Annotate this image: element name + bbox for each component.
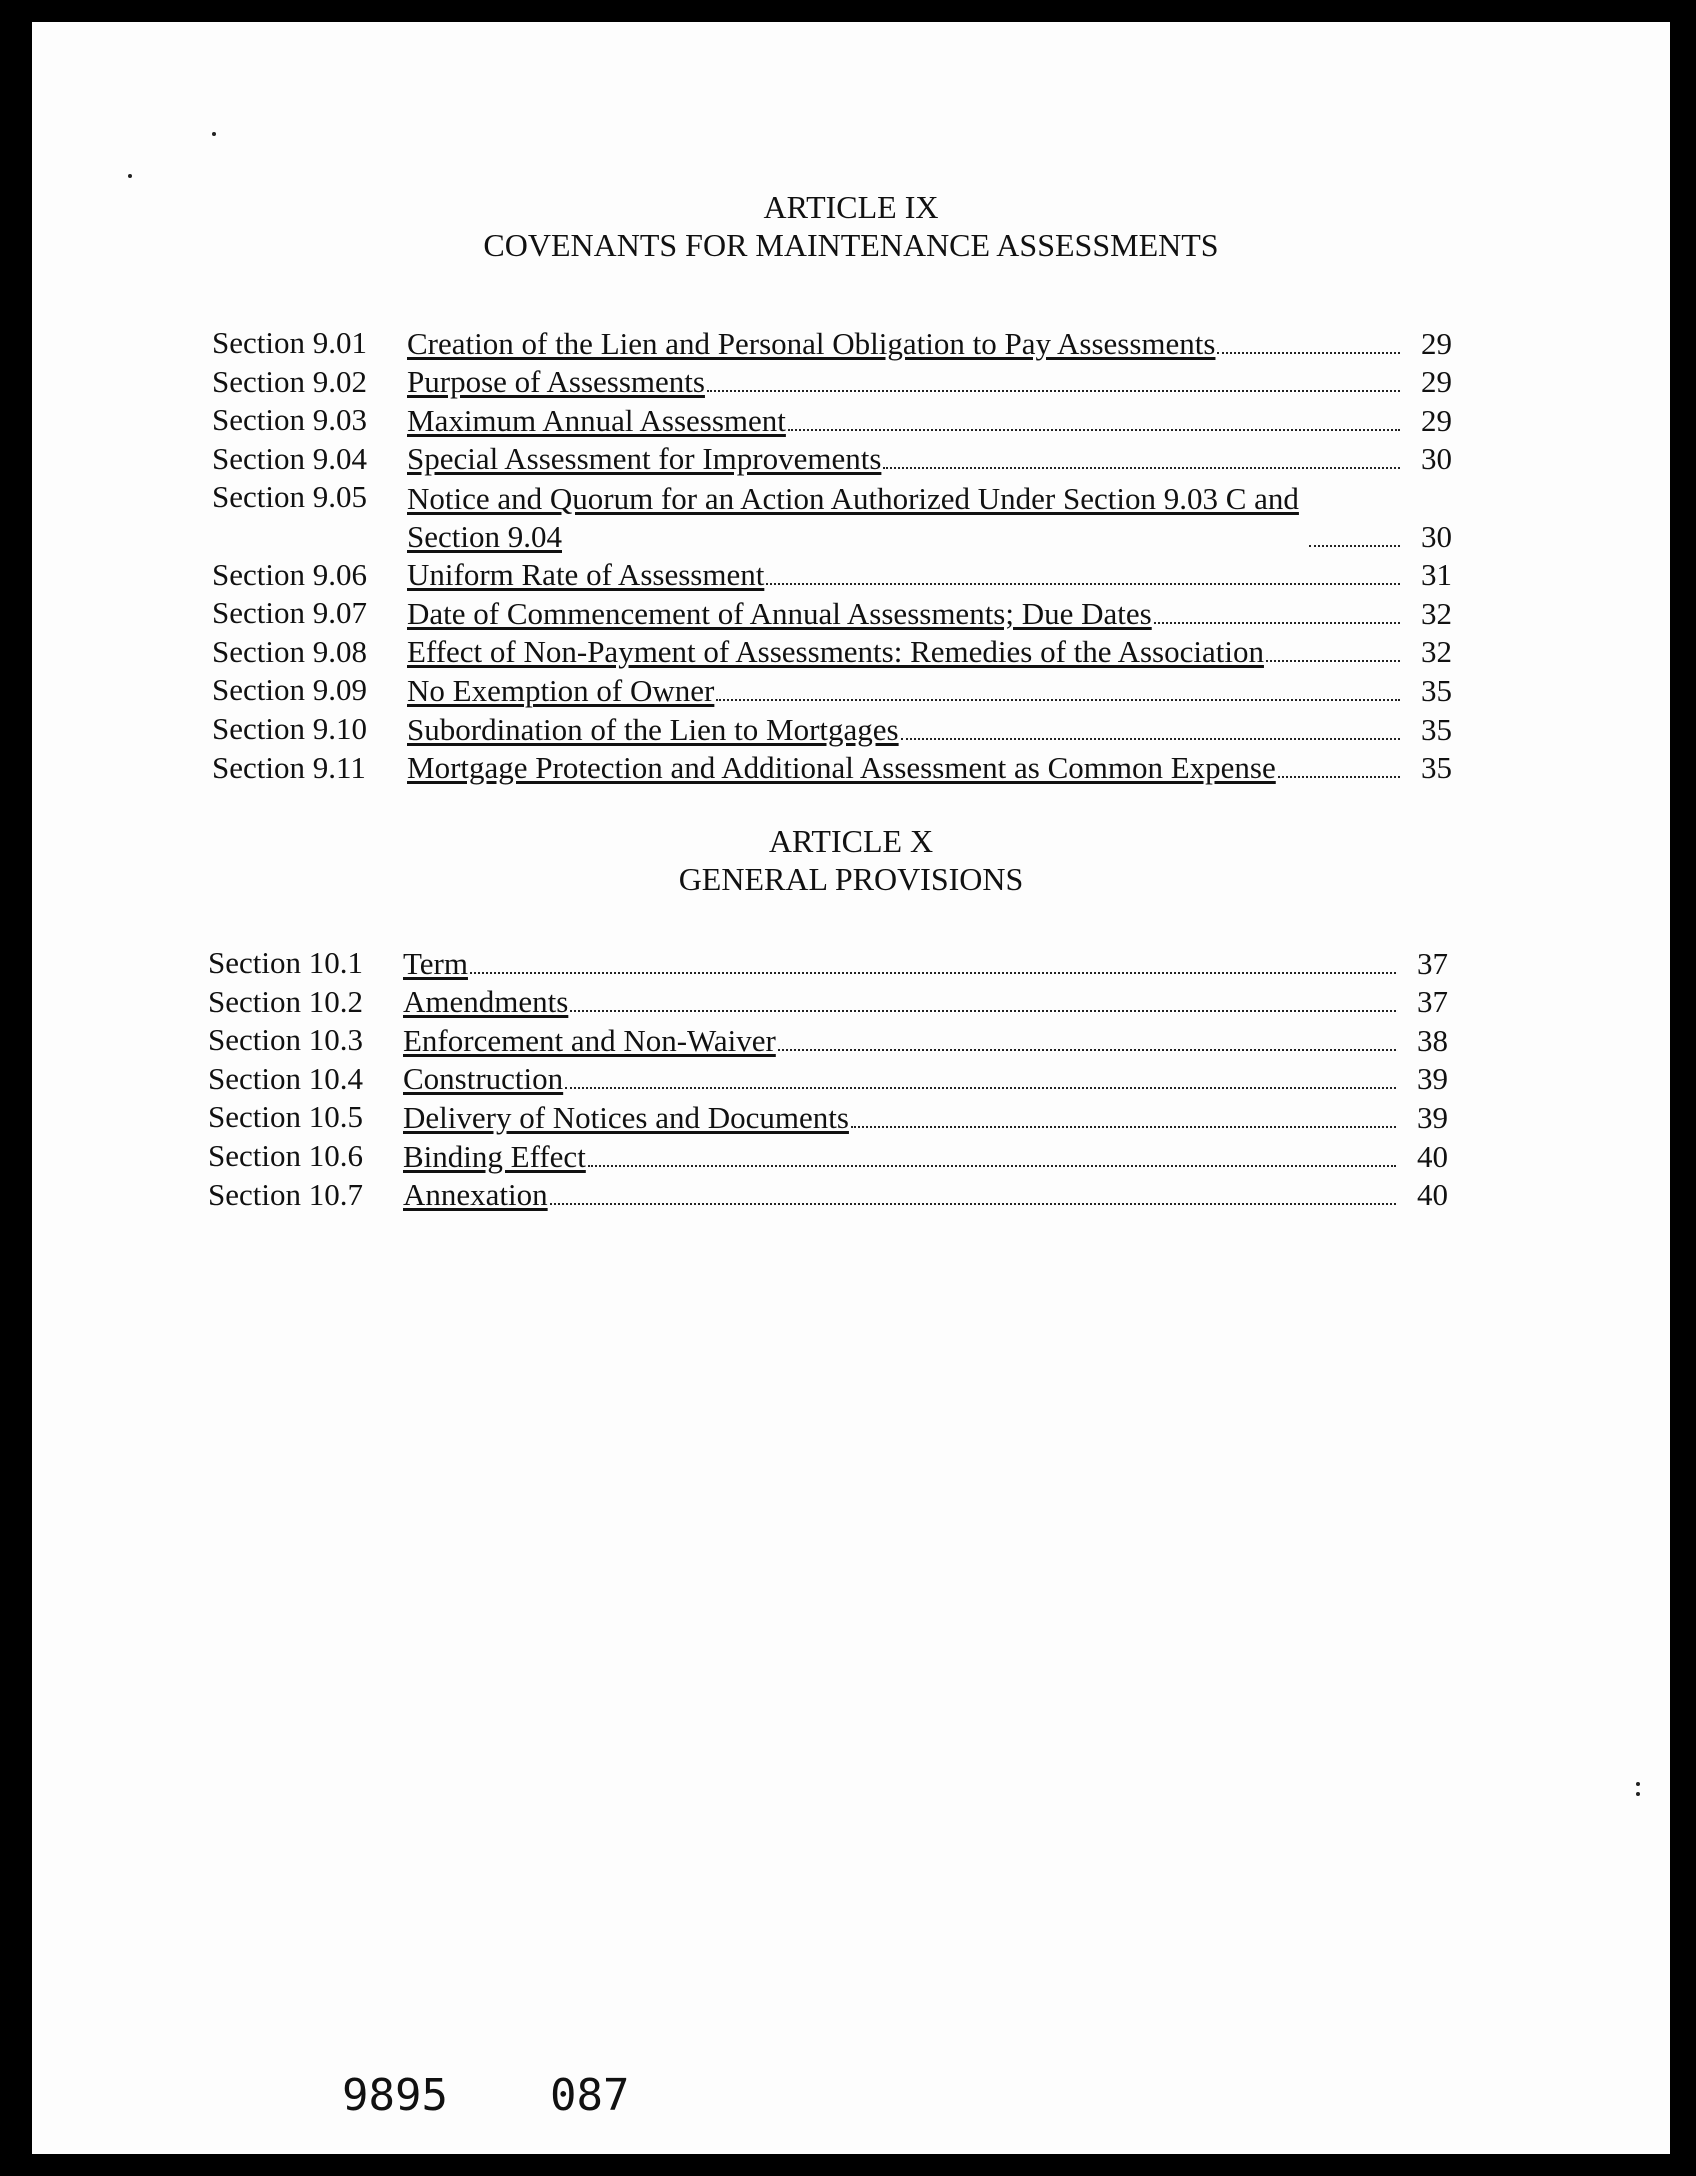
section-title: Construction [403, 1061, 564, 1097]
section-page-number: 29 [1421, 325, 1452, 361]
toc-row[interactable] [212, 401, 1452, 440]
section-title: Notice and Quorum for an Action Authorized Under Section 9.03 C and Section 9.04 [407, 480, 1299, 554]
toc-row[interactable] [208, 1060, 1448, 1099]
dot-leader [707, 390, 1400, 392]
section-label: Section 10.3 [208, 1022, 363, 1058]
section-title: Creation of the Lien and Personal Obligation to Pay Assessments [407, 325, 1216, 361]
section-page-number: 37 [1417, 945, 1448, 981]
section-label: Section 9.02 [212, 363, 367, 399]
section-page-number: 31 [1421, 557, 1452, 593]
dot-leader [1278, 776, 1400, 778]
section-page-number: 32 [1421, 634, 1452, 670]
section-title: Effect of Non-Payment of Assessments: Remedies of the Association [407, 634, 1264, 670]
article-9-heading [32, 188, 1670, 264]
section-label: Section 10.1 [208, 945, 363, 980]
article-9-toc [212, 324, 1452, 787]
dot-leader [788, 429, 1400, 431]
toc-row[interactable] [212, 556, 1452, 595]
article-9-title: COVENANTS FOR MAINTENANCE ASSESSMENTS [483, 227, 1219, 263]
dot-leader [778, 1049, 1396, 1051]
section-page-number: 40 [1417, 1138, 1448, 1174]
article-10-toc [208, 944, 1448, 1214]
scan-speck [128, 174, 132, 178]
section-title: Mortgage Protection and Additional Assessment as Common Expense [407, 750, 1276, 786]
dot-leader [588, 1165, 1396, 1167]
toc-row[interactable] [212, 671, 1452, 710]
section-page-number: 40 [1417, 1177, 1448, 1213]
toc-row[interactable] [212, 633, 1452, 672]
section-title: Date of Commencement of Annual Assessments; Due Dates [407, 595, 1152, 631]
section-label: Section 9.06 [212, 556, 367, 592]
toc-row[interactable] [208, 944, 1448, 983]
dot-leader [470, 972, 1396, 974]
section-label: Section 9.10 [212, 710, 367, 746]
scan-speck [1636, 1782, 1640, 1786]
section-page-number: 39 [1417, 1099, 1448, 1135]
section-page-number: 35 [1421, 750, 1452, 786]
toc-row[interactable] [208, 1021, 1448, 1060]
section-label: Section 9.05 [212, 479, 367, 515]
section-page-number: 39 [1417, 1061, 1448, 1097]
section-title: Purpose of Assessments [407, 364, 705, 400]
section-title: Term [403, 945, 468, 981]
section-label: Section 10.4 [208, 1060, 363, 1096]
dot-leader [883, 467, 1400, 469]
section-title: Amendments [403, 984, 569, 1020]
section-title: Uniform Rate of Assessment [407, 557, 765, 593]
section-title: No Exemption of Owner [407, 672, 715, 708]
toc-row[interactable] [212, 363, 1452, 402]
dot-leader [1309, 545, 1400, 547]
toc-row[interactable] [212, 710, 1452, 749]
dot-leader [550, 1203, 1396, 1205]
dot-leader [716, 699, 1400, 701]
section-title: Binding Effect [403, 1138, 586, 1174]
doc-number-right: 087 [550, 2070, 630, 2121]
dot-leader [1217, 352, 1400, 354]
toc-row[interactable] [212, 594, 1452, 633]
doc-number-left: 9895 [342, 2070, 448, 2121]
section-title: Subordination of the Lien to Mortgages [407, 711, 899, 747]
article-10-heading [32, 822, 1670, 898]
section-page-number: 30 [1421, 518, 1452, 554]
section-title: Delivery of Notices and Documents [403, 1099, 849, 1135]
section-label: Section 10.6 [208, 1137, 363, 1173]
section-page-number: 38 [1417, 1022, 1448, 1058]
dot-leader [851, 1126, 1396, 1128]
article-10-title: GENERAL PROVISIONS [678, 861, 1024, 897]
section-page-number: 37 [1417, 984, 1448, 1020]
toc-row[interactable] [208, 983, 1448, 1022]
section-label: Section 9.08 [212, 633, 367, 669]
section-page-number: 35 [1421, 711, 1452, 747]
section-label: Section 9.09 [212, 672, 367, 708]
section-title: Annexation [403, 1177, 548, 1213]
toc-row[interactable] [212, 440, 1452, 479]
section-page-number: 35 [1421, 672, 1452, 708]
section-title: Special Assessment for Improvements [407, 441, 882, 477]
section-label: Section 9.01 [212, 325, 367, 360]
article-9-number: ARTICLE IX [763, 189, 939, 225]
toc-row[interactable] [212, 478, 1452, 555]
section-page-number: 32 [1421, 595, 1452, 631]
section-page-number: 29 [1421, 402, 1452, 438]
dot-leader [565, 1087, 1396, 1089]
section-page-number: 29 [1421, 364, 1452, 400]
toc-row[interactable] [208, 1137, 1448, 1176]
dot-leader [1154, 622, 1400, 624]
toc-row[interactable] [208, 1098, 1448, 1137]
section-label: Section 9.11 [212, 749, 366, 785]
section-label: Section 9.04 [212, 440, 367, 476]
document-page [32, 22, 1670, 2154]
section-label: Section 9.07 [212, 595, 367, 631]
section-page-number: 30 [1421, 441, 1452, 477]
section-title: Enforcement and Non-Waiver [403, 1022, 776, 1058]
section-title: Maximum Annual Assessment [407, 402, 786, 438]
dot-leader [901, 738, 1400, 740]
toc-row[interactable] [212, 749, 1452, 788]
scan-speck [212, 132, 216, 136]
section-label: Section 9.03 [212, 402, 367, 438]
section-label: Section 10.5 [208, 1099, 363, 1135]
article-10-number: ARTICLE X [768, 823, 934, 859]
dot-leader [570, 1010, 1396, 1012]
dot-leader [766, 583, 1400, 585]
toc-row[interactable] [212, 324, 1452, 363]
dot-leader [1266, 660, 1400, 662]
toc-row[interactable] [208, 1176, 1448, 1215]
scan-speck [1636, 1792, 1640, 1796]
section-label: Section 10.2 [208, 983, 363, 1019]
section-label: Section 10.7 [208, 1176, 363, 1212]
